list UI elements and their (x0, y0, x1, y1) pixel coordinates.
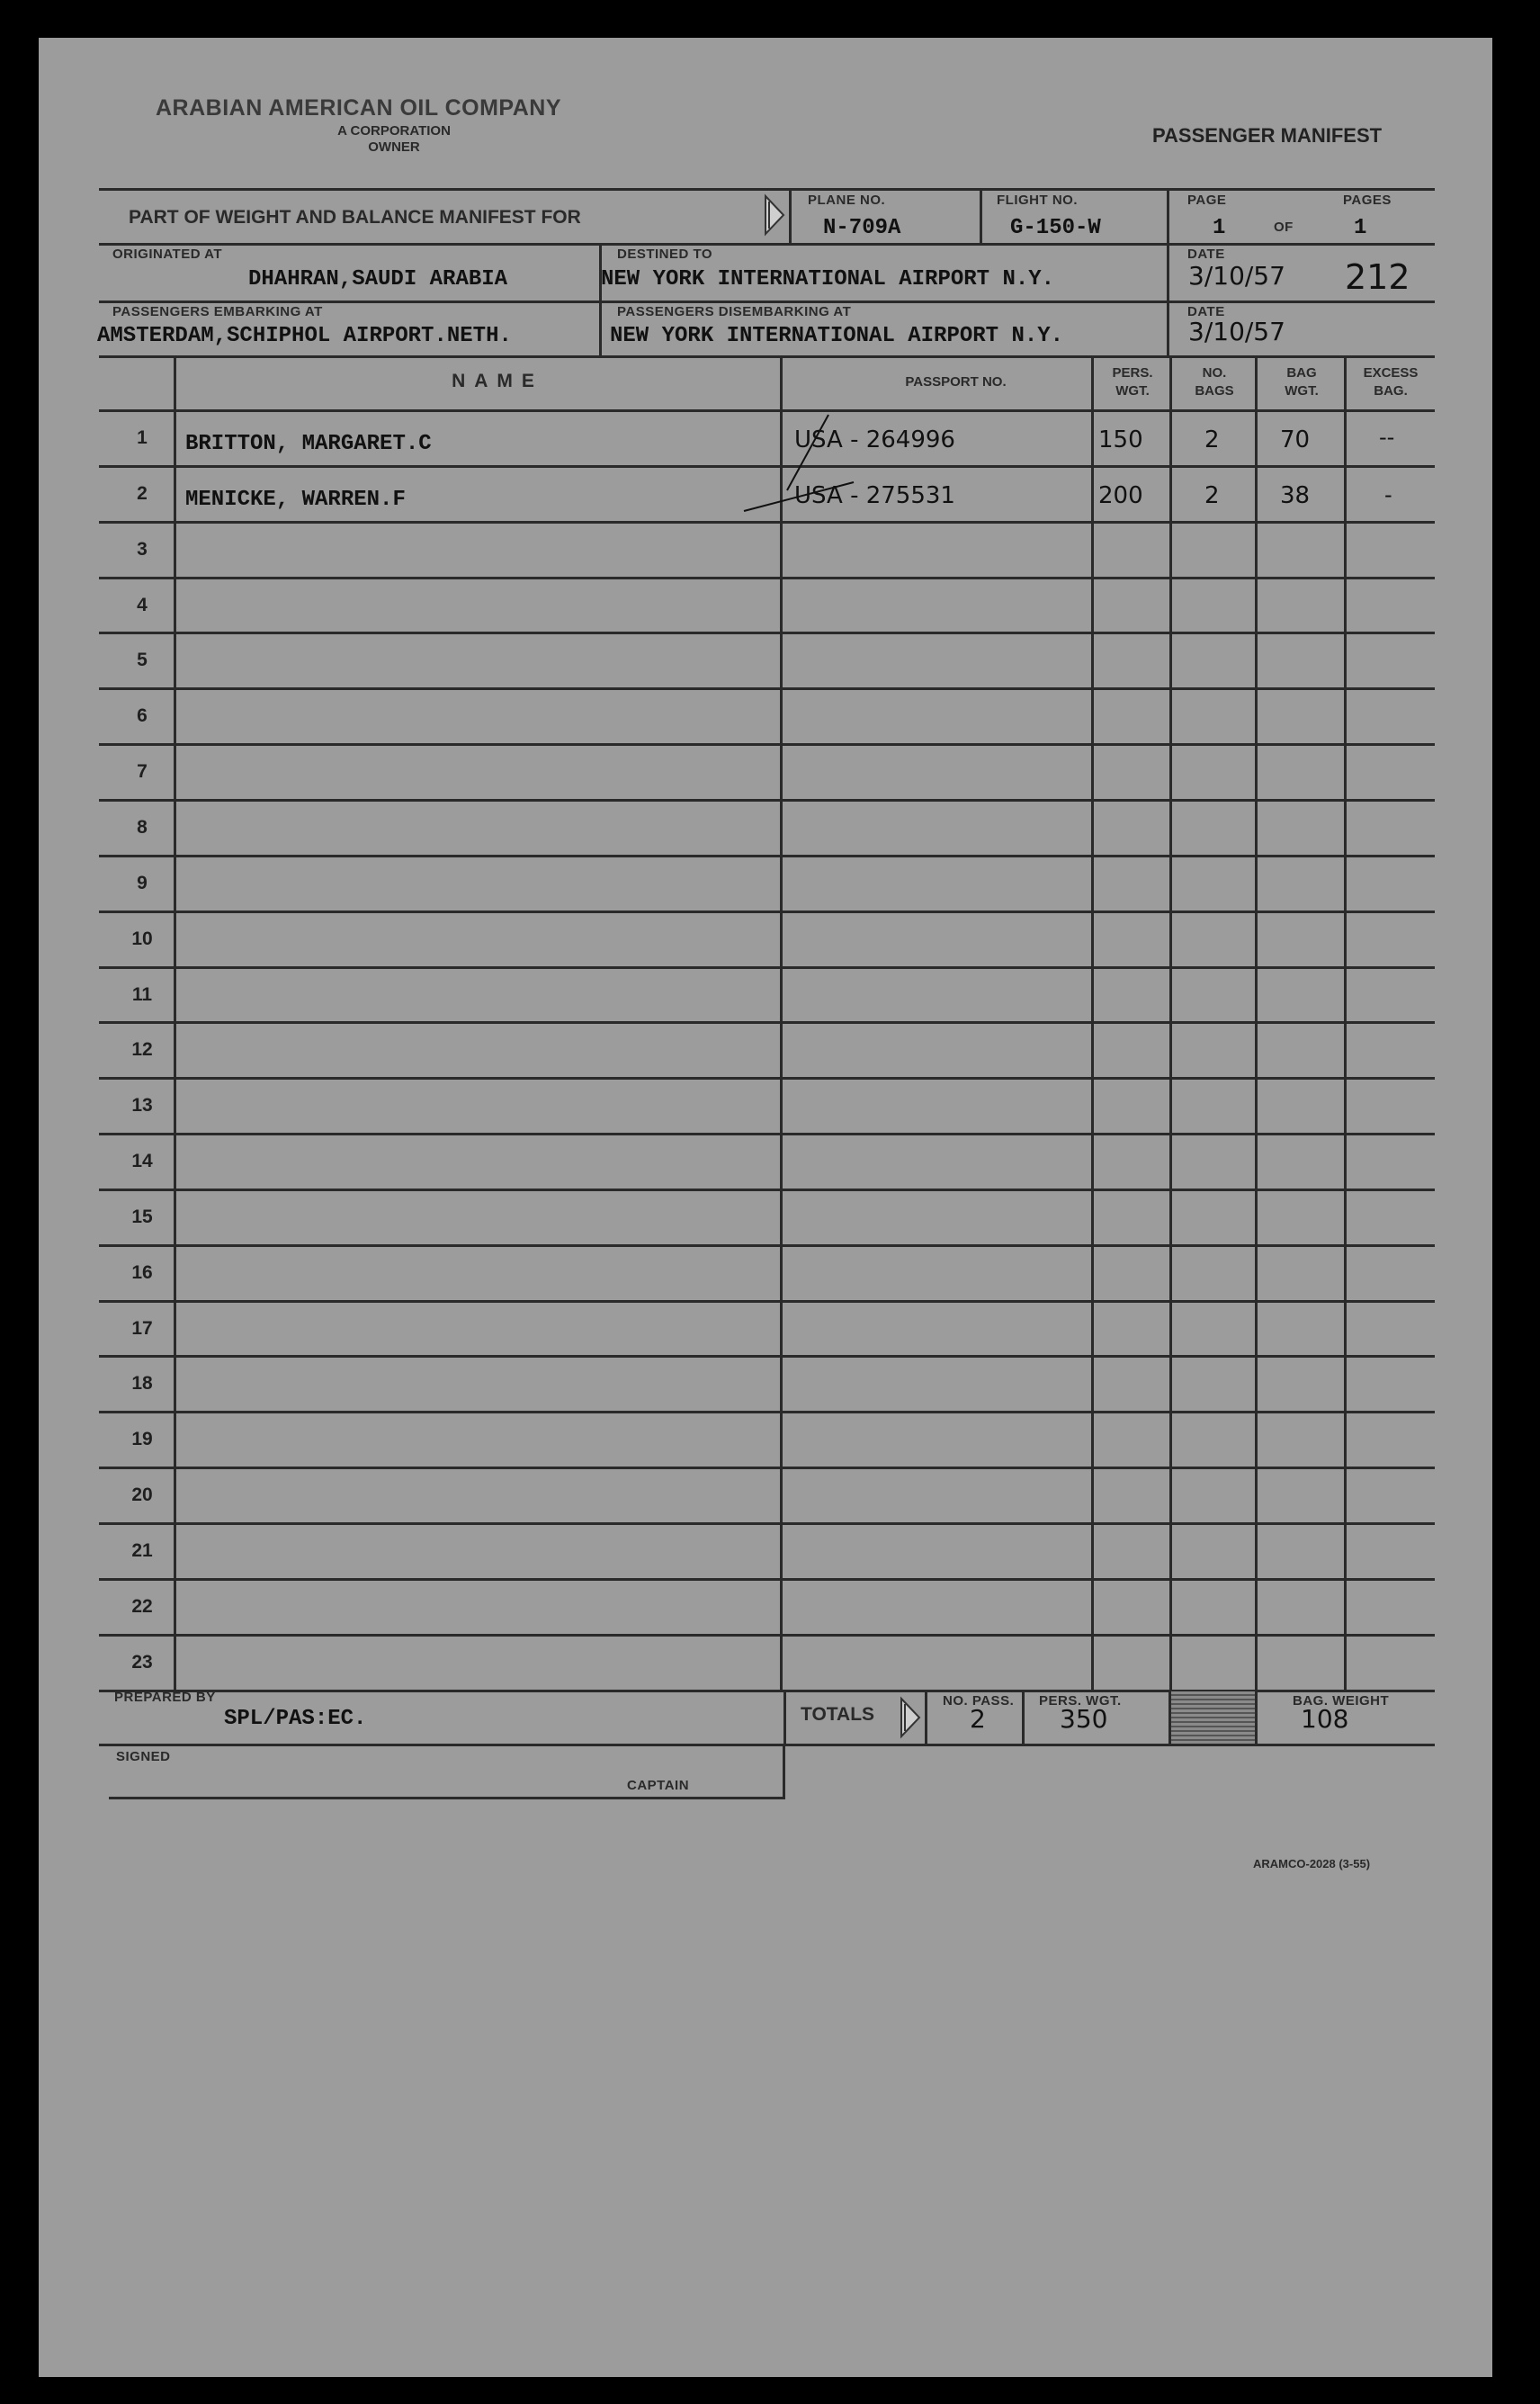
form-code: ARAMCO-2028 (3-55) (1253, 1857, 1371, 1870)
embarking-value: AMSTERDAM,SCHIPHOL AIRPORT.NETH. (97, 324, 512, 348)
totals-label: TOTALS (801, 1704, 875, 1725)
row-number: 13 (131, 1095, 153, 1116)
flight-no-label: FLIGHT NO. (997, 193, 1078, 208)
disembarking-label: PASSENGERS DISEMBARKING AT (617, 304, 852, 319)
row1-passport: USA - 264996 (794, 426, 955, 453)
row-number: 15 (131, 1206, 153, 1227)
table-row-rule (99, 743, 1435, 746)
row-number: 14 (131, 1151, 153, 1171)
date2-label: DATE (1187, 304, 1225, 319)
part-of-label: PART OF WEIGHT AND BALANCE MANIFEST FOR (129, 207, 581, 228)
corporation-label: A CORPORATION (337, 123, 451, 139)
row1-excess: -- (1379, 425, 1395, 450)
pages-label: PAGES (1343, 193, 1392, 208)
table-row-rule (99, 521, 1435, 524)
row-number: 4 (137, 595, 148, 615)
row-number: 8 (137, 817, 148, 838)
row-number: 23 (131, 1652, 153, 1673)
embarking-label: PASSENGERS EMBARKING AT (112, 304, 323, 319)
table-row-rule (99, 966, 1435, 969)
table-row-rule (99, 1522, 1435, 1525)
destined-value: NEW YORK INTERNATIONAL AIRPORT N.Y. (601, 267, 1055, 292)
row-number: 16 (131, 1262, 153, 1283)
signature-line (109, 1797, 785, 1799)
header-excess-1: EXCESS (1363, 365, 1419, 381)
table-row-rule (99, 1077, 1435, 1080)
table-column-rule (1255, 355, 1258, 1690)
row-number: 6 (137, 705, 148, 726)
row-number: 19 (131, 1429, 153, 1449)
row1-name: BRITTON, MARGARET.C (185, 432, 432, 456)
shaded-box (1169, 1691, 1256, 1745)
flight-no-value: G-150-W (1010, 216, 1101, 240)
row2-excess: - (1384, 482, 1392, 507)
pers-wgt-total: 350 (1060, 1704, 1108, 1734)
originated-label: ORIGINATED AT (112, 247, 223, 262)
table-row-rule (99, 632, 1435, 634)
row1-bags: 2 (1204, 426, 1220, 453)
prepared-by-label: PREPARED BY (114, 1690, 216, 1705)
footer-divider (1168, 1690, 1171, 1746)
no-pass-label: NO. PASS. (943, 1693, 1015, 1709)
destined-label: DESTINED TO (617, 247, 713, 262)
table-row-rule (99, 687, 1435, 690)
row-number: 20 (131, 1485, 153, 1505)
signed-label: SIGNED (116, 1749, 171, 1764)
row2-bag-wgt: 38 (1280, 482, 1311, 509)
info-rule-3 (99, 355, 1435, 358)
row2-bags: 2 (1204, 482, 1220, 509)
row1-pers-wgt: 150 (1098, 426, 1143, 453)
row2-pers-wgt: 200 (1098, 482, 1143, 509)
date-label: DATE (1187, 247, 1225, 262)
header-name: NAME (452, 371, 543, 391)
row1-bag-wgt: 70 (1280, 426, 1311, 453)
info-top-rule (99, 188, 1435, 191)
table-row-rule (99, 1300, 1435, 1303)
check-mark-icon (740, 479, 857, 515)
originated-value: DHAHRAN,SAUDI ARABIA (248, 267, 508, 292)
header-pers-wgt-1: PERS. (1112, 365, 1153, 381)
row2-name: MENICKE, WARREN.F (185, 488, 406, 512)
bag-weight-label: BAG. WEIGHT (1293, 1693, 1390, 1709)
page-value: 1 (1213, 216, 1226, 240)
date2-value: 3/10/57 (1188, 317, 1285, 346)
row-number: 10 (131, 928, 153, 949)
info-divider (980, 188, 982, 243)
header-passport: PASSPORT NO. (905, 374, 1007, 390)
row-number: 7 (137, 761, 148, 782)
manifest-sheet (39, 38, 1492, 2377)
row-number: 18 (131, 1373, 153, 1394)
company-name: ARABIAN AMERICAN OIL COMPANY (156, 95, 562, 121)
captain-label: CAPTAIN (627, 1778, 690, 1793)
row-number: 22 (131, 1596, 153, 1617)
header-no-bags-1: NO. (1202, 365, 1227, 381)
table-row-rule (99, 1634, 1435, 1637)
table-row-rule (99, 855, 1435, 857)
header-excess-2: BAG. (1374, 383, 1408, 399)
row-number: 3 (137, 539, 148, 560)
row-number: 12 (131, 1039, 153, 1060)
disembarking-value: NEW YORK INTERNATIONAL AIRPORT N.Y. (610, 324, 1064, 348)
header-no-bags-2: BAGS (1195, 383, 1234, 399)
info-divider (599, 243, 602, 355)
footer-divider (1255, 1690, 1258, 1746)
date-value: 3/10/57 (1188, 261, 1285, 291)
plane-no-value: N-709A (823, 216, 901, 240)
info-rule-1 (99, 243, 1435, 246)
row-number: 17 (131, 1318, 153, 1339)
row-number: 21 (131, 1540, 153, 1561)
footer-divider (783, 1690, 786, 1746)
table-column-rule (1344, 355, 1347, 1690)
row-number: 9 (137, 873, 148, 893)
table-row-rule (99, 1355, 1435, 1358)
table-row-rule (99, 1189, 1435, 1191)
table-column-rule (780, 355, 783, 1690)
pers-wgt-label: PERS. WGT. (1039, 1693, 1122, 1709)
header-bag-wgt-2: WGT. (1285, 383, 1319, 399)
pages-value: 1 (1354, 216, 1367, 240)
footer-divider (925, 1690, 927, 1746)
table-column-rule (1091, 355, 1094, 1690)
table-row-rule (99, 1133, 1435, 1135)
footer-divider (1022, 1690, 1025, 1746)
no-pass-value: 2 (970, 1704, 986, 1734)
of-label: OF (1274, 220, 1294, 235)
table-row-rule (99, 577, 1435, 579)
row-number: 2 (137, 483, 148, 504)
form-title: PASSENGER MANIFEST (1152, 124, 1383, 147)
bag-weight-value: 108 (1301, 1704, 1349, 1734)
table-row-rule (99, 1578, 1435, 1581)
arrow-icon (900, 1695, 921, 1740)
table-row-rule (99, 1021, 1435, 1024)
row-number: 11 (131, 984, 153, 1005)
info-divider (1167, 188, 1169, 355)
header-bag-wgt-1: BAG (1286, 365, 1317, 381)
table-row-rule (99, 1467, 1435, 1469)
owner-label: OWNER (368, 139, 420, 155)
table-row-rule (99, 799, 1435, 802)
plane-no-label: PLANE NO. (808, 193, 886, 208)
row2-passport: USA - 275531 (794, 482, 955, 509)
table-row-rule (99, 1244, 1435, 1247)
footer-rule (99, 1744, 1435, 1746)
page-label: PAGE (1187, 193, 1227, 208)
header-pers-wgt-2: WGT. (1115, 383, 1150, 399)
table-column-rule (1169, 355, 1172, 1690)
stamp-number: 212 (1345, 257, 1410, 297)
row-number: 5 (137, 650, 148, 670)
info-divider (789, 188, 792, 243)
row-number: 1 (137, 427, 148, 448)
signature-divider (783, 1744, 785, 1799)
table-row-rule (99, 910, 1435, 913)
arrow-icon (764, 193, 785, 238)
prepared-by-value: SPL/PAS:EC. (224, 1707, 367, 1731)
table-row-rule (99, 1411, 1435, 1413)
info-rule-2 (99, 300, 1435, 303)
